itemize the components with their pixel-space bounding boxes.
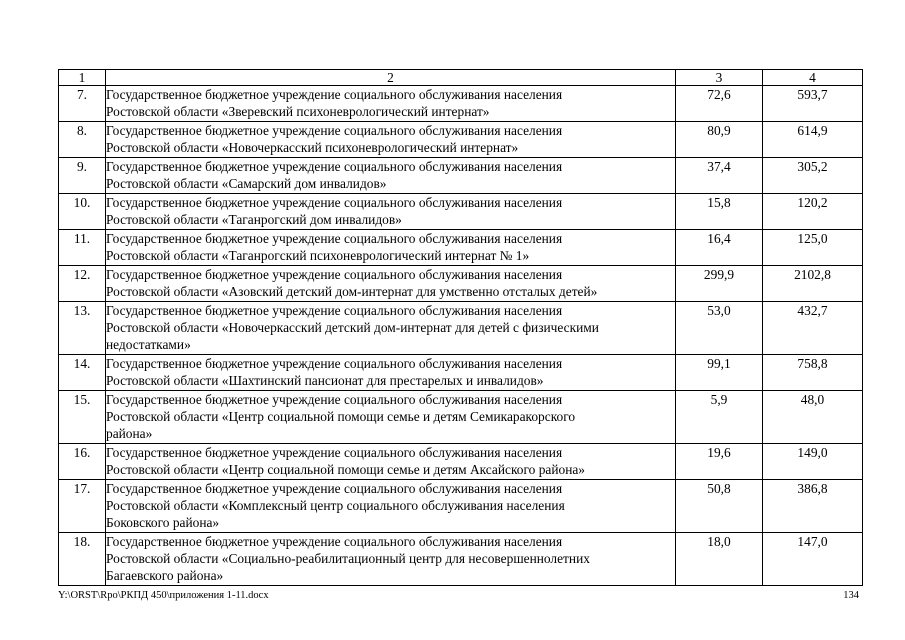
- institution-name: [106, 302, 676, 355]
- header-col-2: 2: [106, 70, 676, 86]
- institution-name: [106, 355, 676, 391]
- table-row: [59, 444, 863, 480]
- value-col-3: 53,0: [676, 302, 763, 355]
- value-col-4: 120,2: [763, 194, 863, 230]
- institution-name-line: Ростовской области «Зверевский психоневрологический интернат»: [106, 104, 490, 119]
- table-row: [59, 230, 863, 266]
- value-col-3: 18,0: [676, 533, 763, 586]
- institution-name-line: Государственное бюджетное учреждение социального обслуживания населения: [106, 534, 563, 549]
- institution-name-line: Ростовской области «Комплексный центр социального обслуживания населения: [106, 498, 565, 513]
- institution-name-line: Государственное бюджетное учреждение социального обслуживания населения: [106, 123, 563, 138]
- value-col-4: 386,8: [763, 480, 863, 533]
- institution-name-line: Ростовской области «Социально-реабилитационный центр для несовершеннолетних: [106, 551, 590, 566]
- value-col-4: 2102,8: [763, 266, 863, 302]
- table-row: [59, 266, 863, 302]
- footer-page-number: 134: [843, 590, 859, 601]
- value-col-3: 37,4: [676, 158, 763, 194]
- institution-name-line: Ростовской области «Центр социальной помощи семье и детям Аксайского района»: [106, 462, 585, 477]
- header-col-1: 1: [59, 70, 106, 86]
- row-number: 10.: [59, 194, 106, 230]
- value-col-4: 614,9: [763, 122, 863, 158]
- table-row: [59, 122, 863, 158]
- value-col-3: 15,8: [676, 194, 763, 230]
- institution-name-line: Ростовской области «Таганрогский психоневрологический интернат № 1»: [106, 248, 530, 263]
- row-number: 11.: [59, 230, 106, 266]
- institution-name-line: Государственное бюджетное учреждение социального обслуживания населения: [106, 231, 563, 246]
- institution-name: [106, 533, 676, 586]
- institution-name-line: Государственное бюджетное учреждение социального обслуживания населения: [106, 87, 563, 102]
- row-number: 15.: [59, 391, 106, 444]
- institution-name: [106, 480, 676, 533]
- institution-name-line: Государственное бюджетное учреждение социального обслуживания населения: [106, 481, 563, 496]
- table-row: [59, 86, 863, 122]
- institution-name-line: Государственное бюджетное учреждение социального обслуживания населения: [106, 267, 563, 282]
- value-col-4: 48,0: [763, 391, 863, 444]
- institution-name: [106, 86, 676, 122]
- value-col-3: 5,9: [676, 391, 763, 444]
- value-col-4: 147,0: [763, 533, 863, 586]
- institution-name-line: Багаевского района»: [106, 568, 224, 583]
- institution-name: [106, 158, 676, 194]
- value-col-3: 16,4: [676, 230, 763, 266]
- row-number: 16.: [59, 444, 106, 480]
- institution-name: [106, 230, 676, 266]
- value-col-3: 50,8: [676, 480, 763, 533]
- row-number: 17.: [59, 480, 106, 533]
- table-row: [59, 302, 863, 355]
- table-row: [59, 194, 863, 230]
- institution-name: [106, 194, 676, 230]
- table-header-row: [59, 70, 863, 86]
- value-col-4: 149,0: [763, 444, 863, 480]
- institution-name-line: Ростовской области «Таганрогский дом инвалидов»: [106, 212, 402, 227]
- value-col-3: 19,6: [676, 444, 763, 480]
- institution-name-line: Ростовской области «Азовский детский дом-интернат для умственно отсталых детей»: [106, 284, 598, 299]
- institution-name-line: Государственное бюджетное учреждение социального обслуживания населения: [106, 195, 563, 210]
- value-col-3: 72,6: [676, 86, 763, 122]
- table-row: [59, 391, 863, 444]
- table-row: [59, 480, 863, 533]
- institution-name-line: Ростовской области «Центр социальной помощи семье и детям Семикаракорского: [106, 409, 576, 424]
- institution-name-line: Государственное бюджетное учреждение социального обслуживания населения: [106, 356, 563, 371]
- value-col-3: 99,1: [676, 355, 763, 391]
- value-col-4: 125,0: [763, 230, 863, 266]
- institution-name-line: Государственное бюджетное учреждение социального обслуживания населения: [106, 303, 563, 318]
- institution-name-line: Государственное бюджетное учреждение социального обслуживания населения: [106, 159, 563, 174]
- institution-name-line: Государственное бюджетное учреждение социального обслуживания населения: [106, 392, 563, 407]
- institution-name-line: Ростовской области «Шахтинский пансионат для престарелых и инвалидов»: [106, 373, 544, 388]
- row-number: 14.: [59, 355, 106, 391]
- institution-name-line: Ростовской области «Новочеркасский детский дом-интернат для детей с физическими: [106, 320, 599, 335]
- header-col-3: 3: [676, 70, 763, 86]
- row-number: 8.: [59, 122, 106, 158]
- table-row: [59, 533, 863, 586]
- value-col-4: 305,2: [763, 158, 863, 194]
- table-row: [59, 355, 863, 391]
- institution-name-line: недостатками»: [106, 337, 191, 352]
- institution-name: [106, 266, 676, 302]
- value-col-3: 299,9: [676, 266, 763, 302]
- institution-name-line: Ростовской области «Новочеркасский психоневрологический интернат»: [106, 140, 519, 155]
- institution-name: [106, 391, 676, 444]
- value-col-4: 593,7: [763, 86, 863, 122]
- row-number: 9.: [59, 158, 106, 194]
- value-col-4: 758,8: [763, 355, 863, 391]
- footer-file-path: Y:\ORST\Rpo\РКПД 450\приложения 1-11.docx: [58, 590, 269, 601]
- header-col-4: 4: [763, 70, 863, 86]
- institution-name-line: Государственное бюджетное учреждение социального обслуживания населения: [106, 445, 563, 460]
- value-col-4: 432,7: [763, 302, 863, 355]
- expenses-table: [58, 69, 863, 586]
- row-number: 13.: [59, 302, 106, 355]
- table-row: [59, 158, 863, 194]
- row-number: 7.: [59, 86, 106, 122]
- institution-name-line: района»: [106, 426, 153, 441]
- institution-name: [106, 444, 676, 480]
- row-number: 12.: [59, 266, 106, 302]
- institution-name-line: Боковского района»: [106, 515, 220, 530]
- table-body: [59, 86, 863, 586]
- row-number: 18.: [59, 533, 106, 586]
- institution-name-line: Ростовской области «Самарский дом инвалидов»: [106, 176, 387, 191]
- value-col-3: 80,9: [676, 122, 763, 158]
- institution-name: [106, 122, 676, 158]
